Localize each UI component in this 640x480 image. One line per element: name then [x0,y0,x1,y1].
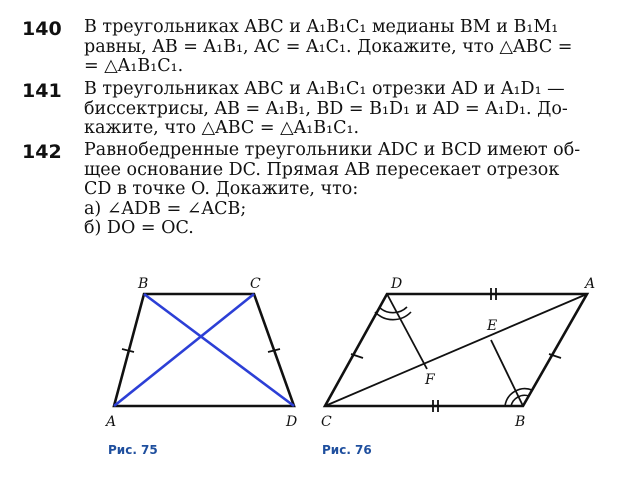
problem-line: CD в точке O. Докажите, что: [84,179,359,200]
label-f: F [425,372,435,388]
segment-df [387,294,427,369]
label-d: D [286,414,298,430]
label-b: B [515,414,526,430]
label-c: C [321,414,332,430]
problem-number: 140 [22,18,62,40]
diagonal-ac [114,294,254,406]
label-a: A [106,414,117,430]
diagonal-ca [325,294,587,406]
problem-line: = △A₁B₁C₁. [84,56,184,77]
angle-arc [379,307,407,313]
problem-text [84,18,619,77]
problem-line: В треугольниках ABC и A₁B₁C₁ медианы BM и B₁M₁ [84,17,559,37]
label-b: B [138,276,149,292]
figure-76-caption: Рис. 76 [322,443,372,457]
problem-line: б) DO = OC. [84,218,194,239]
problem-line: биссектрисы, AB = A₁B₁, BD = B₁D₁ и AD = A₁D₁. До- [84,98,568,119]
problem-line: а) ∠ADB = ∠ACB; [84,198,247,219]
label-e: E [487,318,498,334]
figure-75-caption: Рис. 75 [108,443,158,457]
label-c: C [250,276,261,292]
figure-75 [100,272,310,442]
problem-number: 142 [22,141,62,163]
problem-line: щее основание DC. Прямая AB пересекает отрезок [84,159,560,180]
figure-76 [315,272,615,442]
label-a: A [585,276,596,292]
problem-line: В треугольниках ABC и A₁B₁C₁ отрезки AD и A₁D₁ — [84,79,565,99]
problem-line: кажите, что △ABC = △A₁B₁C₁. [84,118,360,139]
diagonal-bd [144,294,294,406]
problem-number: 141 [22,80,62,102]
problem-text [84,80,619,139]
problem-line: Равнобедренные треугольники ADC и BCD имеют об- [84,140,581,160]
label-d: D [391,276,403,292]
problem-text [84,141,619,239]
problem-line: равны, AB = A₁B₁, AC = A₁C₁. Докажите, что △ABC = [84,36,573,57]
trapezoid [114,294,294,406]
